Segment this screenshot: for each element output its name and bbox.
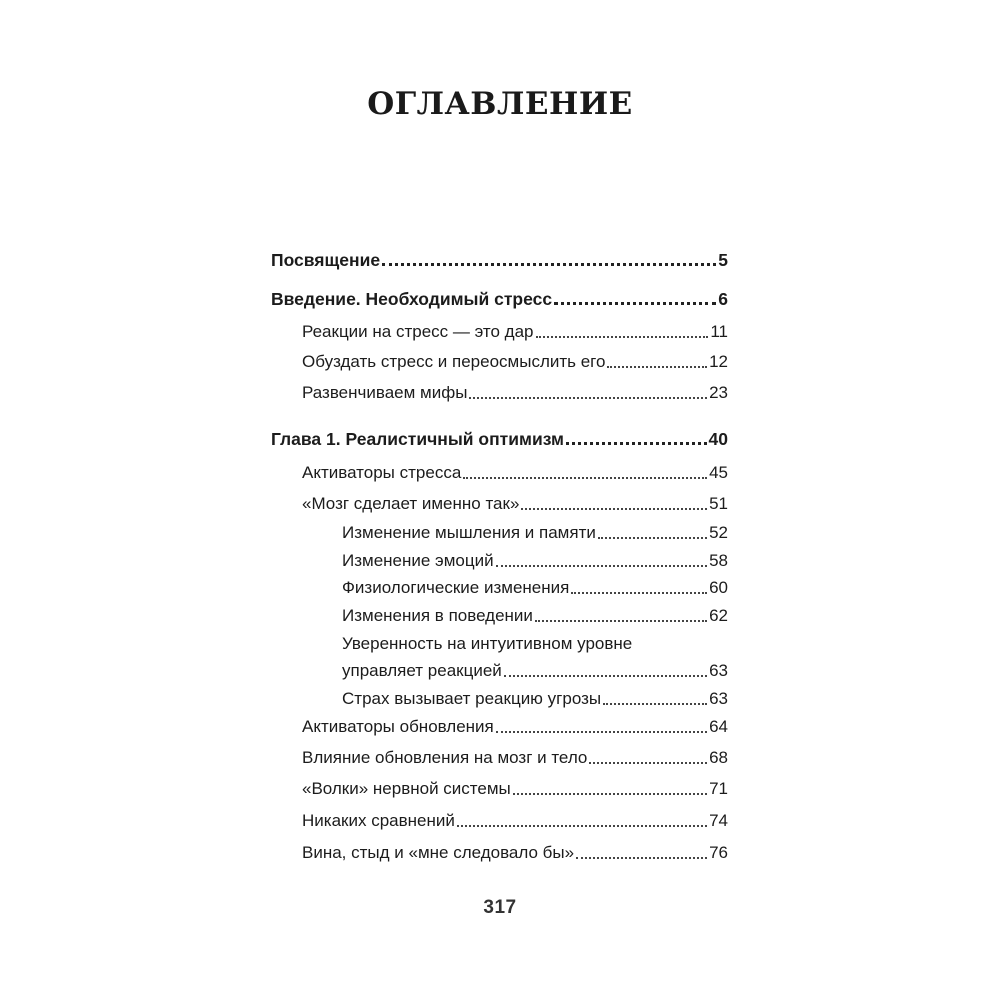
toc-entry[interactable] (302, 382, 728, 404)
toc-entry-page: 45 (709, 463, 728, 482)
toc-entry[interactable] (302, 493, 728, 515)
toc-entry-page: 58 (709, 551, 728, 570)
toc-entry-label: Никаких сравнений (302, 811, 455, 830)
toc-entry-label: Развенчиваем мифы (302, 383, 468, 402)
toc-entry-label: Глава 1. Реалистичный оптимизм (271, 429, 564, 449)
toc-entry-page: 71 (709, 779, 728, 798)
toc-entry[interactable] (342, 550, 728, 572)
dot-leader (463, 477, 707, 479)
dot-leader (535, 620, 707, 622)
toc-entry-page: 68 (709, 748, 728, 767)
dot-leader (566, 442, 707, 445)
toc-entry[interactable] (302, 321, 728, 343)
toc-entry-label: Вина, стыд и «мне следовало бы» (302, 843, 575, 862)
toc-entry[interactable] (302, 462, 728, 484)
dot-leader (513, 793, 707, 795)
toc-entry[interactable] (302, 842, 728, 864)
toc-entry-page: 63 (709, 689, 728, 708)
dot-leader (457, 825, 707, 827)
toc-entry[interactable] (342, 660, 728, 682)
toc-entry-page: 52 (709, 523, 728, 542)
toc-entry-page: 51 (709, 494, 728, 513)
dot-leader (496, 565, 707, 567)
toc-entry-page: 12 (709, 352, 728, 371)
page-number: 317 (483, 897, 517, 918)
toc-entry-page: 5 (718, 250, 728, 270)
toc-entry[interactable] (302, 778, 728, 800)
toc-entry[interactable] (271, 428, 728, 450)
toc-entry[interactable] (271, 288, 728, 310)
toc-entry-label: Введение. Необходимый стресс (271, 289, 553, 309)
toc-entry[interactable] (271, 249, 728, 271)
toc-entry[interactable] (342, 605, 728, 627)
dot-leader (521, 508, 707, 510)
toc-entry-page: 6 (718, 289, 728, 309)
toc-entry[interactable] (302, 351, 728, 373)
toc-entry-page: 76 (709, 843, 728, 862)
toc-entry-label: Реакции на стресс — это дар (302, 322, 534, 341)
dot-leader (603, 703, 707, 705)
toc-entry-label: управляет реакцией (342, 661, 502, 680)
toc-entry-label: Активаторы обновления (302, 717, 494, 736)
toc-entry-page: 11 (710, 322, 728, 341)
toc-entry-label: Обуздать стресс и переосмыслить его (302, 352, 606, 371)
toc-entry-label: Изменение эмоций (342, 551, 494, 570)
dot-leader (536, 336, 709, 338)
toc-entry[interactable] (342, 577, 728, 599)
toc-entry-label: «Мозг сделает именно так» (302, 494, 520, 513)
dot-leader (496, 731, 707, 733)
toc-entry-page: 40 (708, 429, 728, 449)
toc-entry-page: 63 (709, 661, 728, 680)
toc-entry-label: Влияние обновления на мозг и тело (302, 748, 588, 767)
toc-entry[interactable] (302, 716, 728, 738)
dot-leader (571, 592, 707, 594)
dot-leader (607, 366, 707, 368)
page-title: ОГЛАВЛЕНИЕ (367, 86, 633, 122)
toc-entry-label: Изменение мышления и памяти (342, 523, 596, 542)
toc-entry[interactable] (302, 810, 728, 832)
toc-entry-page: 64 (709, 717, 728, 736)
toc-entry[interactable] (302, 747, 728, 769)
toc-entry-page: 60 (709, 578, 728, 597)
toc-entry-page: 23 (709, 383, 728, 402)
toc-entry-label-line1[interactable]: Уверенность на интуитивном уровне (342, 634, 633, 653)
toc-entry-label: «Волки» нервной системы (302, 779, 511, 798)
dot-leader (576, 857, 707, 859)
toc-entry[interactable] (342, 522, 728, 544)
dot-leader (554, 302, 716, 305)
toc-entry-page: 62 (709, 606, 728, 625)
dot-leader (382, 263, 716, 266)
dot-leader (589, 762, 707, 764)
toc-entry-label: Физиологические изменения (342, 578, 570, 597)
toc-entry[interactable] (342, 688, 728, 710)
toc-entry-label: Активаторы стресса (302, 463, 462, 482)
toc-entry-label: Изменения в поведении (342, 606, 533, 625)
dot-leader (598, 537, 707, 539)
toc-entry-label: Страх вызывает реакцию угрозы (342, 689, 602, 708)
toc-entry-page: 74 (709, 811, 728, 830)
dot-leader (504, 675, 707, 677)
toc-entry-label: Посвящение (271, 250, 381, 270)
dot-leader (469, 397, 707, 399)
